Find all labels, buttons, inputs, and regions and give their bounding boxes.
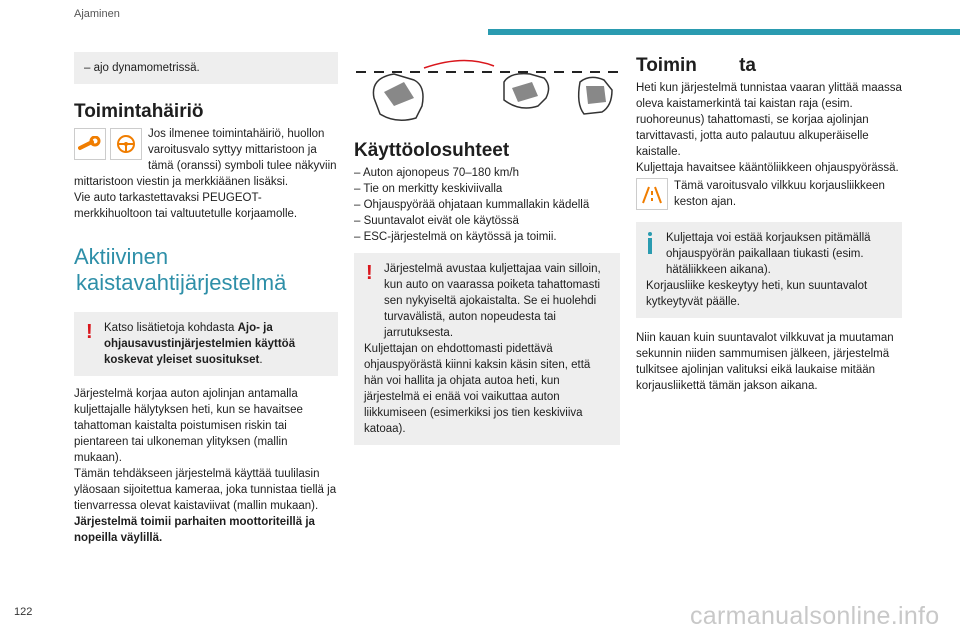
body-p2: Tämän tehdäkseen järjestelmä käyttää tuulilasin yläosaan sijoitettua kameraa, joka tunnistaa tiellä ja tienvarressa olevat kaistaviivat (mallin mukaan). (74, 468, 337, 512)
wrench-icon (74, 128, 106, 160)
condition-item: – Ohjauspyörää ohjataan kummallakin kädellä (354, 199, 590, 211)
icon-explanation: Tämä varoitusvalo vilkkuu korjausliikkeen keston ajan. (674, 180, 885, 208)
column-1 (74, 52, 338, 546)
operation-p1: Heti kun järjestelmä tunnistaa vaaran ylittää maassa oleva kaistamerkintä tai kaistan raja (esim. ruohoreunus) tahattomasti, se korjaa ajolinjan tarvittavasti, jotta auto palautuu alkuperäiselle kaistalle. (636, 82, 902, 158)
operation-p3: Niin kauan kuin suuntavalot vilkkuvat ja muutaman sekunnin niiden sammumisen jälkeen, järjestelmä tulkitsee ajolinjan valituksi eikä laukaise mitään korjausliikettä tämän jakson aikana. (636, 332, 894, 392)
watermark: carmanualsonline.info (690, 602, 940, 630)
active-heading-line1: Aktiivinen (74, 244, 169, 269)
operation-p2: Kuljettaja havaitsee kääntöliikkeen ohjauspyörässä. (636, 162, 899, 174)
malfunction-text: Jos ilmenee toimintahäiriö, huollon varoitusvalo syttyy mittaristoon ja tämä (oranssi) symboli tulee näkyviin mittaristoon viestin ja merkkiäänen lisäksi. (74, 128, 337, 188)
operation-heading: Toimin ta (636, 55, 756, 76)
active-heading-line2: kaistavahtijärjestelmä (76, 270, 287, 295)
lane-warning-icon (636, 178, 668, 210)
conditions-heading: Käyttöolosuhteet (354, 140, 510, 161)
conditions-list (354, 165, 620, 245)
info-box (636, 222, 902, 318)
info-text-1: Kuljettaja voi estää korjauksen pitämällä ohjauspyörän paikallaan tiukasti (esim. hätäliikkeen aikana). (666, 232, 871, 276)
info-text-2: Korjausliike keskeytyy heti, kun suuntavalot kytkeytyvät päälle. (646, 280, 868, 308)
warning-exclamation-icon: ! (366, 262, 373, 284)
warning-exclamation-icon: ! (86, 321, 93, 343)
note-bold: Ajo- ja ohjausavustinjärjestelmien käyttöä koskevat yleiset suositukset (104, 322, 296, 366)
page-number: 122 (14, 606, 33, 618)
info-icon (648, 232, 652, 254)
malfunction-icons (74, 128, 142, 160)
see-also-note (74, 312, 338, 376)
column-2 (354, 52, 620, 445)
dyno-line: – ajo dynamometrissä. (84, 62, 200, 74)
warning-text-1: Järjestelmä avustaa kuljettajaa vain silloin, kun auto on vaarassa poiketa tahattomasti sen nykyiseltä ajokaistalta. Se ei huolehdi turvavälistä, auton nopeudesta tai jarrutuksesta. (384, 263, 601, 339)
header-accent-bar (488, 29, 960, 35)
column-3 (636, 52, 902, 394)
note-prefix: Katso lisätietoja kohdasta (104, 322, 238, 334)
lane-steering-icon (110, 128, 142, 160)
condition-item: – Auton ajonopeus 70–180 km/h (354, 167, 519, 179)
condition-item: – Tie on merkitty keskiviivalla (354, 183, 503, 195)
condition-item: – ESC-järjestelmä on käytössä ja toimii. (354, 231, 557, 243)
malfunction-text-2: Vie auto tarkastettavaksi PEUGEOT-merkkihuoltoon tai valtuutetulle korjaamolle. (74, 192, 298, 220)
note-suffix: . (259, 354, 263, 366)
section-title: Ajaminen (74, 8, 120, 20)
body-p1: Järjestelmä korjaa auton ajolinjan antamalla kuljettajalle hälytyksen heti, kun se havaitsee tahattoman kaistalta poistumisen riskin tai pientareen tai ulkoneman ylityksen (mallin mukaan). (74, 388, 303, 464)
driver-warning-box (354, 253, 620, 445)
malfunction-heading: Toimintahäiriö (74, 101, 204, 122)
dyno-box (74, 52, 338, 84)
condition-item: – Suuntavalot eivät ole käytössä (354, 215, 519, 227)
active-lane-heading (74, 244, 338, 296)
body-bold: Järjestelmä toimii parhaiten moottoriteillä ja nopeilla väylillä. (74, 516, 315, 544)
lane-keeping-illustration (354, 52, 620, 128)
warning-text-2: Kuljettajan on ehdottomasti pidettävä ohjauspyörästä kiinni kaksin käsin siten, että hän voi hallita ja ohjata autoa heti, kun järjestelmä ei enää voi vaikuttaa auton liikkumiseen (esimerkiksi jos tien keskiviiva katoaa). (364, 343, 591, 435)
